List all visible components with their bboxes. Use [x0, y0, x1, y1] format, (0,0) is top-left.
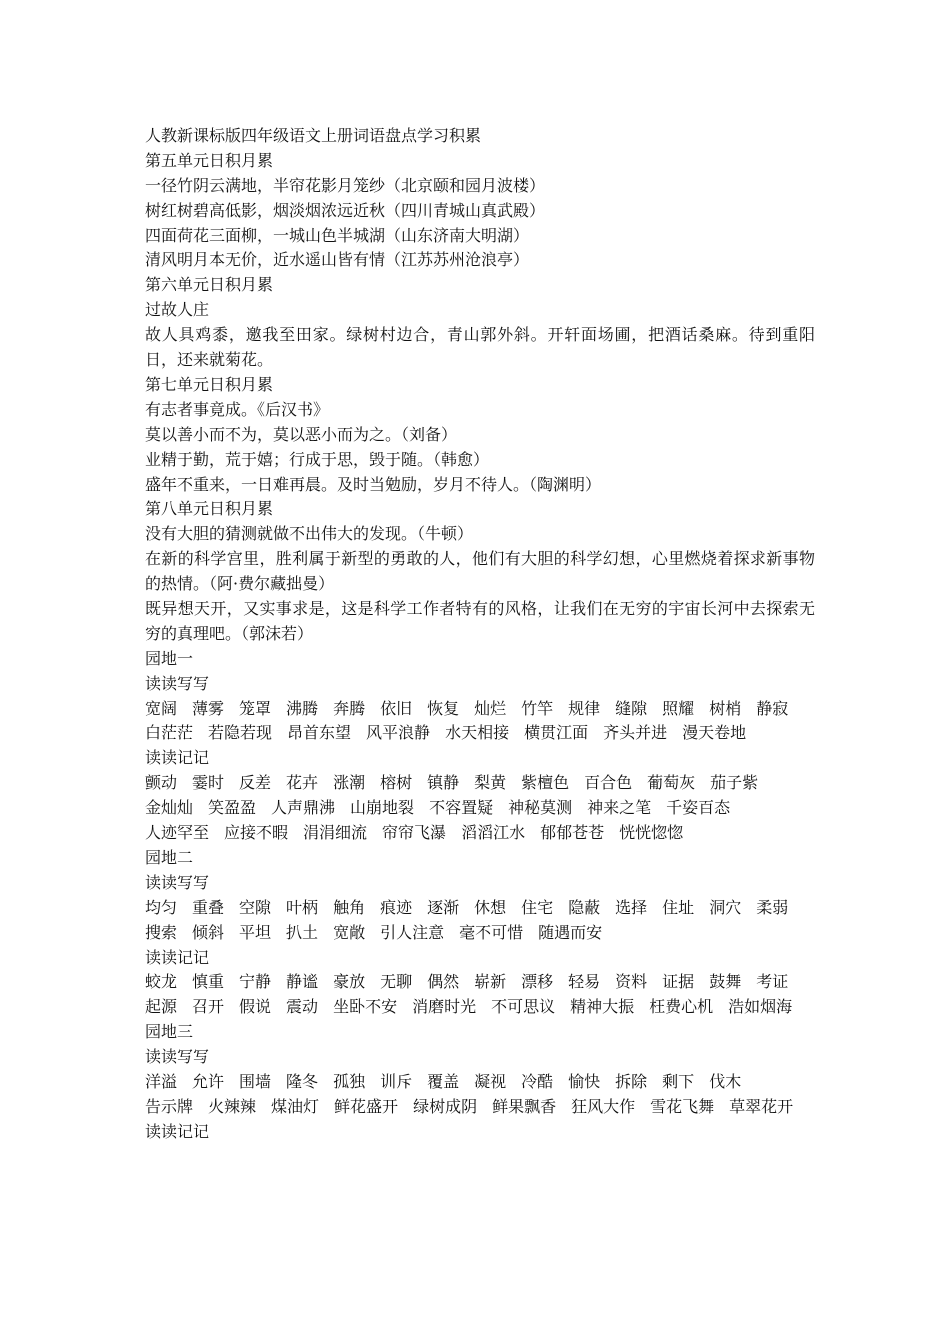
- vocab-word: 慎重: [192, 972, 225, 992]
- vocab-word: 触角: [333, 897, 366, 917]
- vocab-word: 住址: [662, 897, 695, 917]
- vocab-word: 反差: [239, 773, 272, 793]
- vocab-word: 郁郁苍苍: [540, 823, 605, 843]
- vocab-word: 榕树: [380, 773, 413, 793]
- unit7-heading: 第七单元日积月累: [145, 374, 274, 394]
- vocab-word: 训斥: [380, 1072, 413, 1092]
- vocab-word: 恍恍惚惚: [619, 823, 684, 843]
- vocab-word: 隐蔽: [568, 897, 601, 917]
- unit6-poem-text: 故人具鸡黍，邀我至田家。绿树村边合，青山郭外斜。开轩面场圃，把酒话桑麻。待到重阳日，还来就菊花。: [145, 325, 815, 370]
- vocab-word: 沸腾: [286, 698, 319, 718]
- vocab-word: 规律: [568, 698, 601, 718]
- vocab-word: 宽阔: [145, 698, 178, 718]
- vocab-word: 金灿灿: [145, 798, 194, 818]
- vocab-word: 允许: [192, 1072, 225, 1092]
- vocab-word: 枉费心机: [649, 997, 714, 1017]
- vocab-word: 颤动: [145, 773, 178, 793]
- vocab-word: 冷酷: [521, 1072, 554, 1092]
- garden2-read-write-list: [145, 896, 815, 946]
- vocab-word: 重叠: [192, 897, 225, 917]
- vocab-word: 逐渐: [427, 897, 460, 917]
- vocab-word: 水天相接: [445, 723, 510, 743]
- vocab-word: 休想: [474, 897, 507, 917]
- vocab-word: 洋溢: [145, 1072, 178, 1092]
- vocab-word: 漫天卷地: [682, 723, 747, 743]
- garden1-read-remember-list: [145, 771, 815, 846]
- unit8-line: 在新的科学宫里，胜利属于新型的勇敢的人，他们有大胆的科学幻想，心里燃烧着探求新事物的热情。（阿·费尔藏拙曼）: [145, 549, 815, 594]
- vocab-word: 笑盈盈: [208, 798, 257, 818]
- unit5-line: 一径竹阴云满地，半帘花影月笼纱（北京颐和园月波楼）: [145, 175, 546, 195]
- unit8-line: 没有大胆的猜测就做不出伟大的发现。（牛顿）: [145, 524, 474, 544]
- vocab-word: 凝视: [474, 1072, 507, 1092]
- vocab-word: 假说: [239, 997, 272, 1017]
- vocab-word: 资料: [615, 972, 648, 992]
- garden1-read-write-label: 读读写写: [145, 673, 210, 693]
- garden1-heading: 园地一: [145, 648, 194, 668]
- vocab-word: 倾斜: [192, 922, 225, 942]
- garden3-heading: 园地三: [145, 1022, 194, 1042]
- vocab-word: 洞穴: [709, 897, 742, 917]
- vocab-word: 狂风大作: [571, 1096, 636, 1116]
- vocab-word: 梨黄: [474, 773, 507, 793]
- vocab-word: 涓涓细流: [303, 823, 368, 843]
- vocab-word: 镇静: [427, 773, 460, 793]
- vocab-word: 花卉: [286, 773, 319, 793]
- vocab-word: 笼罩: [239, 698, 272, 718]
- vocab-word: 恢复: [427, 698, 460, 718]
- vocab-word: 消磨时光: [412, 997, 477, 1017]
- vocab-word: 孤独: [333, 1072, 366, 1092]
- vocab-word: 震动: [286, 997, 319, 1017]
- vocab-word: 引人注意: [380, 922, 445, 942]
- garden3-read-write-label: 读读写写: [145, 1047, 210, 1067]
- vocab-word: 风平浪静: [366, 723, 431, 743]
- vocab-word: 剩下: [662, 1072, 695, 1092]
- vocab-word: 照耀: [662, 698, 695, 718]
- vocab-word: 横贯江面: [524, 723, 589, 743]
- vocab-word: 白茫茫: [145, 723, 194, 743]
- garden1-read-remember-label: 读读记记: [145, 748, 210, 768]
- garden2-read-write-label: 读读写写: [145, 872, 210, 892]
- unit7-line: 盛年不重来，一日难再晨。及时当勉励，岁月不待人。（陶渊明）: [145, 474, 602, 494]
- vocab-word: 鼓舞: [709, 972, 742, 992]
- vocab-word: 滔滔江水: [461, 823, 526, 843]
- vocab-word: 均匀: [145, 897, 178, 917]
- unit7-line: 莫以善小而不为，莫以恶小而为之。（刘备）: [145, 424, 458, 444]
- vocab-word: 起源: [145, 997, 178, 1017]
- document-title: 人教新课标版四年级语文上册词语盘点学习积累: [145, 126, 482, 145]
- vocab-word: 平坦: [239, 922, 272, 942]
- vocab-word: 鲜花盛开: [334, 1096, 399, 1116]
- vocab-word: 火辣辣: [208, 1096, 257, 1116]
- vocab-word: 愉快: [568, 1072, 601, 1092]
- vocab-word: 绿树成阴: [413, 1096, 478, 1116]
- vocab-word: 轻易: [568, 972, 601, 992]
- vocab-word: 痕迹: [380, 897, 413, 917]
- vocab-word: 百合色: [584, 773, 633, 793]
- vocab-word: 人迹罕至: [145, 823, 210, 843]
- vocab-word: 围墙: [239, 1072, 272, 1092]
- vocab-word: 千姿百态: [666, 798, 731, 818]
- vocab-word: 无聊: [380, 972, 413, 992]
- vocab-word: 选择: [615, 897, 648, 917]
- unit5-line: 四面荷花三面柳，一城山色半城湖（山东济南大明湖）: [145, 225, 530, 245]
- vocab-word: 茄子紫: [710, 773, 759, 793]
- vocab-word: 神秘莫测: [508, 798, 573, 818]
- vocab-word: 不可思议: [491, 997, 556, 1017]
- vocab-word: 帘帘飞瀑: [382, 823, 447, 843]
- vocab-word: 宽敞: [333, 922, 366, 942]
- vocab-word: 缝隙: [615, 698, 648, 718]
- garden3-read-write-list: [145, 1070, 815, 1120]
- vocab-word: 神来之笔: [587, 798, 652, 818]
- unit8-heading: 第八单元日积月累: [145, 499, 274, 519]
- garden3-read-remember-label: 读读记记: [145, 1121, 210, 1141]
- vocab-word: 蛟龙: [145, 972, 178, 992]
- vocab-word: 搜索: [145, 922, 178, 942]
- vocab-word: 葡萄灰: [647, 773, 696, 793]
- unit7-line: 有志者事竟成。《后汉书》: [145, 399, 330, 419]
- vocab-word: 召开: [192, 997, 225, 1017]
- vocab-word: 霎时: [192, 773, 225, 793]
- vocab-word: 告示牌: [145, 1096, 194, 1116]
- vocab-word: 不容置疑: [429, 798, 494, 818]
- vocab-word: 静谧: [286, 972, 319, 992]
- vocab-word: 偶然: [427, 972, 460, 992]
- vocab-word: 精神大振: [570, 997, 635, 1017]
- vocab-word: 山崩地裂: [350, 798, 415, 818]
- vocab-word: 毫不可惜: [459, 922, 524, 942]
- garden1-read-write-list: [145, 697, 815, 747]
- vocab-word: 柔弱: [756, 897, 789, 917]
- unit5-line: 清风明月本无价，近水遥山皆有情（江苏苏州沧浪亭）: [145, 250, 530, 270]
- vocab-word: 薄雾: [192, 698, 225, 718]
- vocab-word: 考证: [756, 972, 789, 992]
- vocab-word: 依旧: [380, 698, 413, 718]
- unit5-heading: 第五单元日积月累: [145, 150, 274, 170]
- document-page: [145, 124, 815, 1145]
- vocab-word: 竹竿: [521, 698, 554, 718]
- unit6-poem-title: 过故人庄: [145, 300, 210, 320]
- vocab-word: 煤油灯: [271, 1096, 320, 1116]
- vocab-word: 叶柄: [286, 897, 319, 917]
- vocab-word: 隆冬: [286, 1072, 319, 1092]
- garden2-read-remember-label: 读读记记: [145, 947, 210, 967]
- vocab-word: 豪放: [333, 972, 366, 992]
- vocab-word: 宁静: [239, 972, 272, 992]
- vocab-word: 涨潮: [333, 773, 366, 793]
- vocab-word: 覆盖: [427, 1072, 460, 1092]
- vocab-word: 空隙: [239, 897, 272, 917]
- vocab-word: 紫檀色: [521, 773, 570, 793]
- garden2-heading: 园地二: [145, 848, 194, 867]
- unit7-line: 业精于勤，荒于嬉；行成于思，毁于随。（韩愈）: [145, 449, 490, 469]
- vocab-word: 若隐若现: [208, 723, 273, 743]
- vocab-word: 证据: [662, 972, 695, 992]
- vocab-word: 昂首东望: [287, 723, 352, 743]
- vocab-word: 坐卧不安: [333, 997, 398, 1017]
- vocab-word: 伐木: [709, 1072, 742, 1092]
- unit5-line: 树红树碧高低影，烟淡烟浓远近秋（四川青城山真武殿）: [145, 200, 546, 220]
- vocab-word: 应接不暇: [224, 823, 289, 843]
- vocab-word: 住宅: [521, 897, 554, 917]
- vocab-word: 树梢: [709, 698, 742, 718]
- vocab-word: 扒土: [286, 922, 319, 942]
- vocab-word: 草翠花开: [729, 1096, 794, 1116]
- vocab-word: 拆除: [615, 1072, 648, 1092]
- vocab-word: 奔腾: [333, 698, 366, 718]
- unit6-heading: 第六单元日积月累: [145, 275, 274, 295]
- garden2-read-remember-list: [145, 970, 815, 1020]
- vocab-word: 浩如烟海: [728, 997, 793, 1017]
- vocab-word: 崭新: [474, 972, 507, 992]
- vocab-word: 齐头并进: [603, 723, 668, 743]
- vocab-word: 鲜果飘香: [492, 1096, 557, 1116]
- vocab-word: 雪花飞舞: [650, 1096, 715, 1116]
- vocab-word: 人声鼎沸: [271, 798, 336, 818]
- vocab-word: 灿烂: [474, 698, 507, 718]
- vocab-word: 静寂: [756, 698, 789, 718]
- vocab-word: 漂移: [521, 972, 554, 992]
- unit8-line: 既异想天开，又实事求是，这是科学工作者特有的风格，让我们在无穷的宇宙长河中去探索无穷的真理吧。（郭沫若）: [145, 598, 815, 643]
- vocab-word: 随遇而安: [538, 922, 603, 942]
